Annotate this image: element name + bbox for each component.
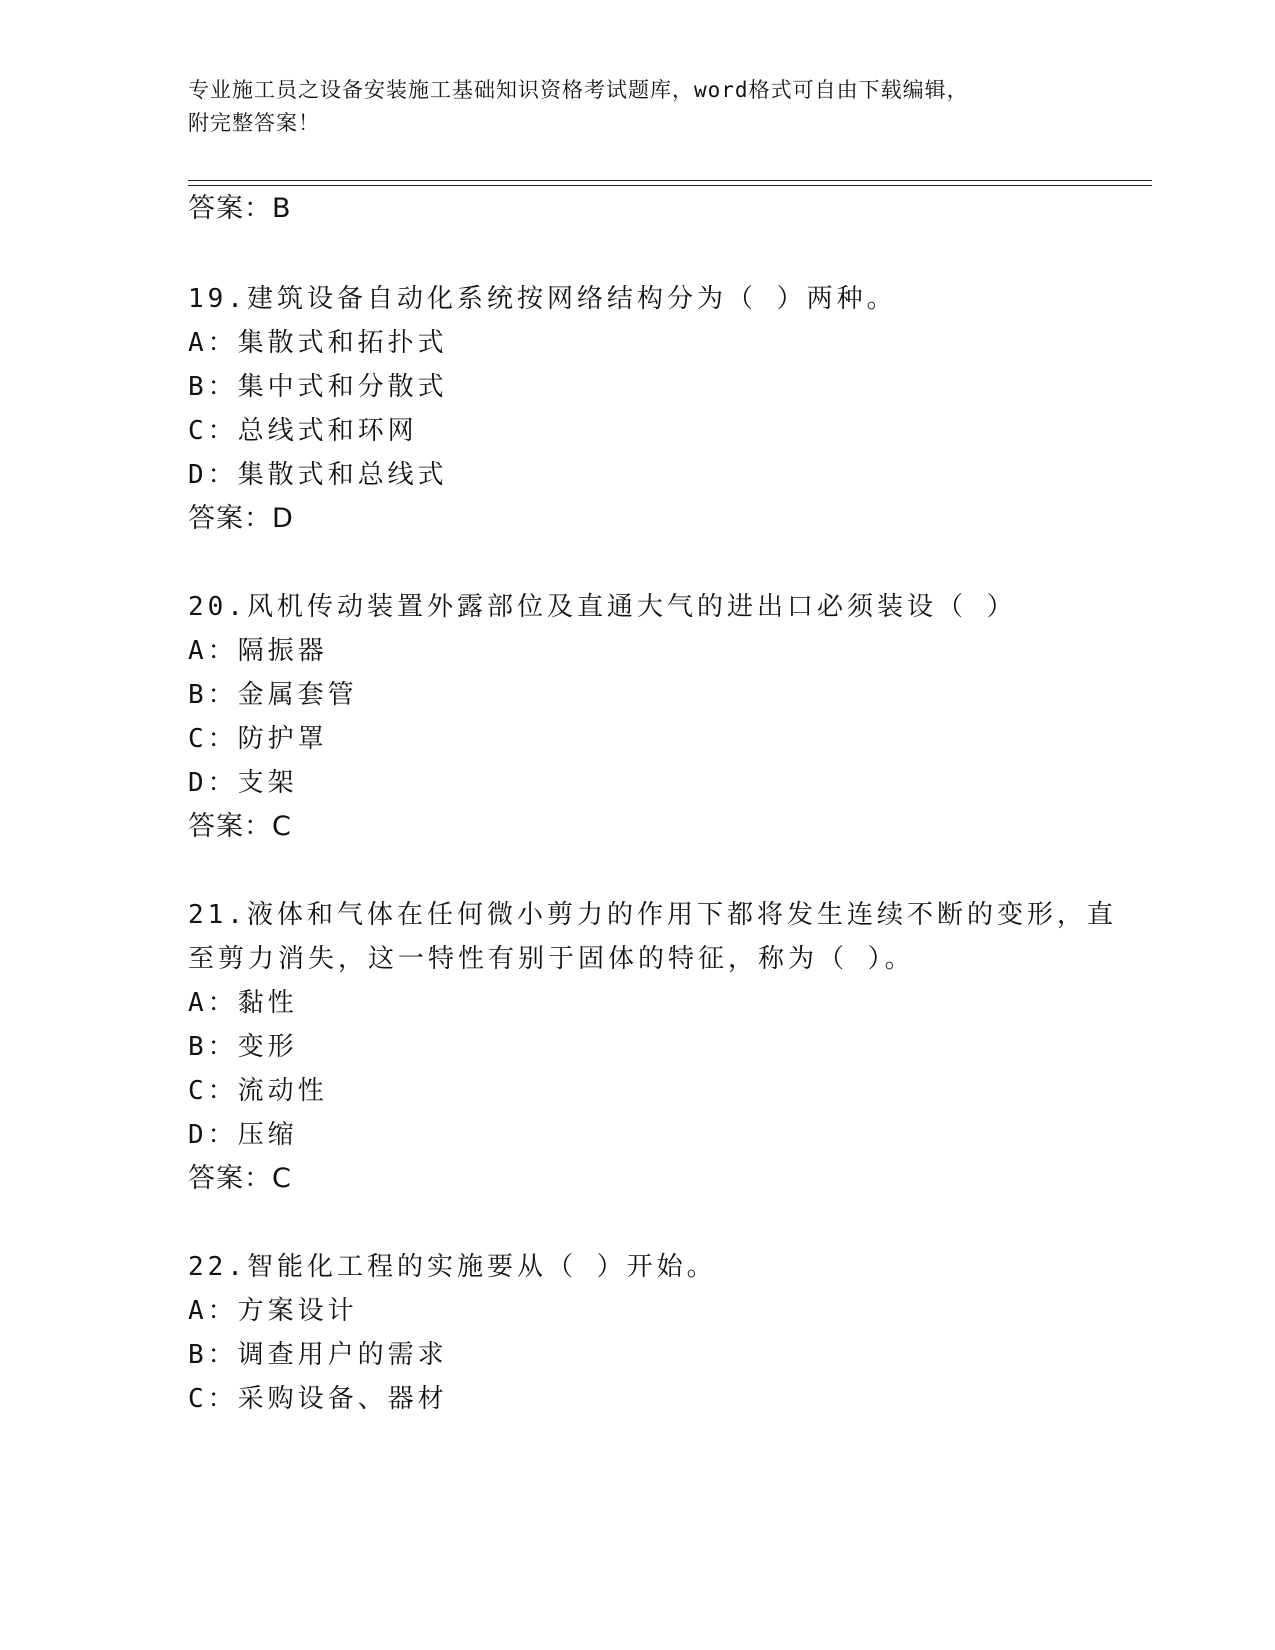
- question-21-answer: 答案：C: [188, 1163, 292, 1194]
- question-22-option-c: C：采购设备、器材: [188, 1384, 448, 1414]
- header-divider-top: [188, 180, 1152, 181]
- question-20-option-a: A：隔振器: [188, 636, 328, 666]
- header-line-2: 附完整答案！: [188, 111, 320, 135]
- question-22-option-a: A：方案设计: [188, 1296, 358, 1326]
- header-line-1: 专业施工员之设备安装施工基础知识资格考试题库，word格式可自由下载编辑，: [188, 78, 969, 102]
- question-21-option-d: D：压缩: [188, 1120, 298, 1150]
- question-19-option-d: D：集散式和总线式: [188, 460, 448, 490]
- question-21-option-a: A：黏性: [188, 988, 298, 1018]
- question-20-answer: 答案：C: [188, 811, 292, 842]
- previous-answer: 答案：B: [188, 193, 292, 224]
- question-20-stem: 20.风机传动装置外露部位及直通大气的进出口必须装设（ ）: [188, 592, 1017, 622]
- question-22-stem: 22.智能化工程的实施要从（ ）开始。: [188, 1252, 717, 1282]
- document-header: [188, 74, 1068, 140]
- question-20-option-d: D：支架: [188, 768, 298, 798]
- question-20-option-c: C：防护罩: [188, 724, 328, 754]
- question-19-stem: 19.建筑设备自动化系统按网络结构分为（ ）两种。: [188, 284, 897, 314]
- question-19-option-c: C：总线式和环网: [188, 416, 418, 446]
- question-19-answer: 答案：D: [188, 503, 294, 534]
- question-21-stem-line-1: 21.液体和气体在任何微小剪力的作用下都将发生连续不断的变形，直: [188, 900, 1117, 930]
- question-21-option-b: B：变形: [188, 1032, 298, 1062]
- question-21-option-c: C：流动性: [188, 1076, 328, 1106]
- question-22-option-b: B：调查用户的需求: [188, 1340, 448, 1370]
- question-21-stem-line-2: 至剪力消失，这一特性有别于固体的特征，称为（ ）。: [188, 944, 915, 974]
- header-divider-bottom: [188, 185, 1152, 186]
- question-19-option-a: A：集散式和拓扑式: [188, 328, 448, 358]
- question-19-option-b: B：集中式和分散式: [188, 372, 448, 402]
- question-20-option-b: B：金属套管: [188, 680, 358, 710]
